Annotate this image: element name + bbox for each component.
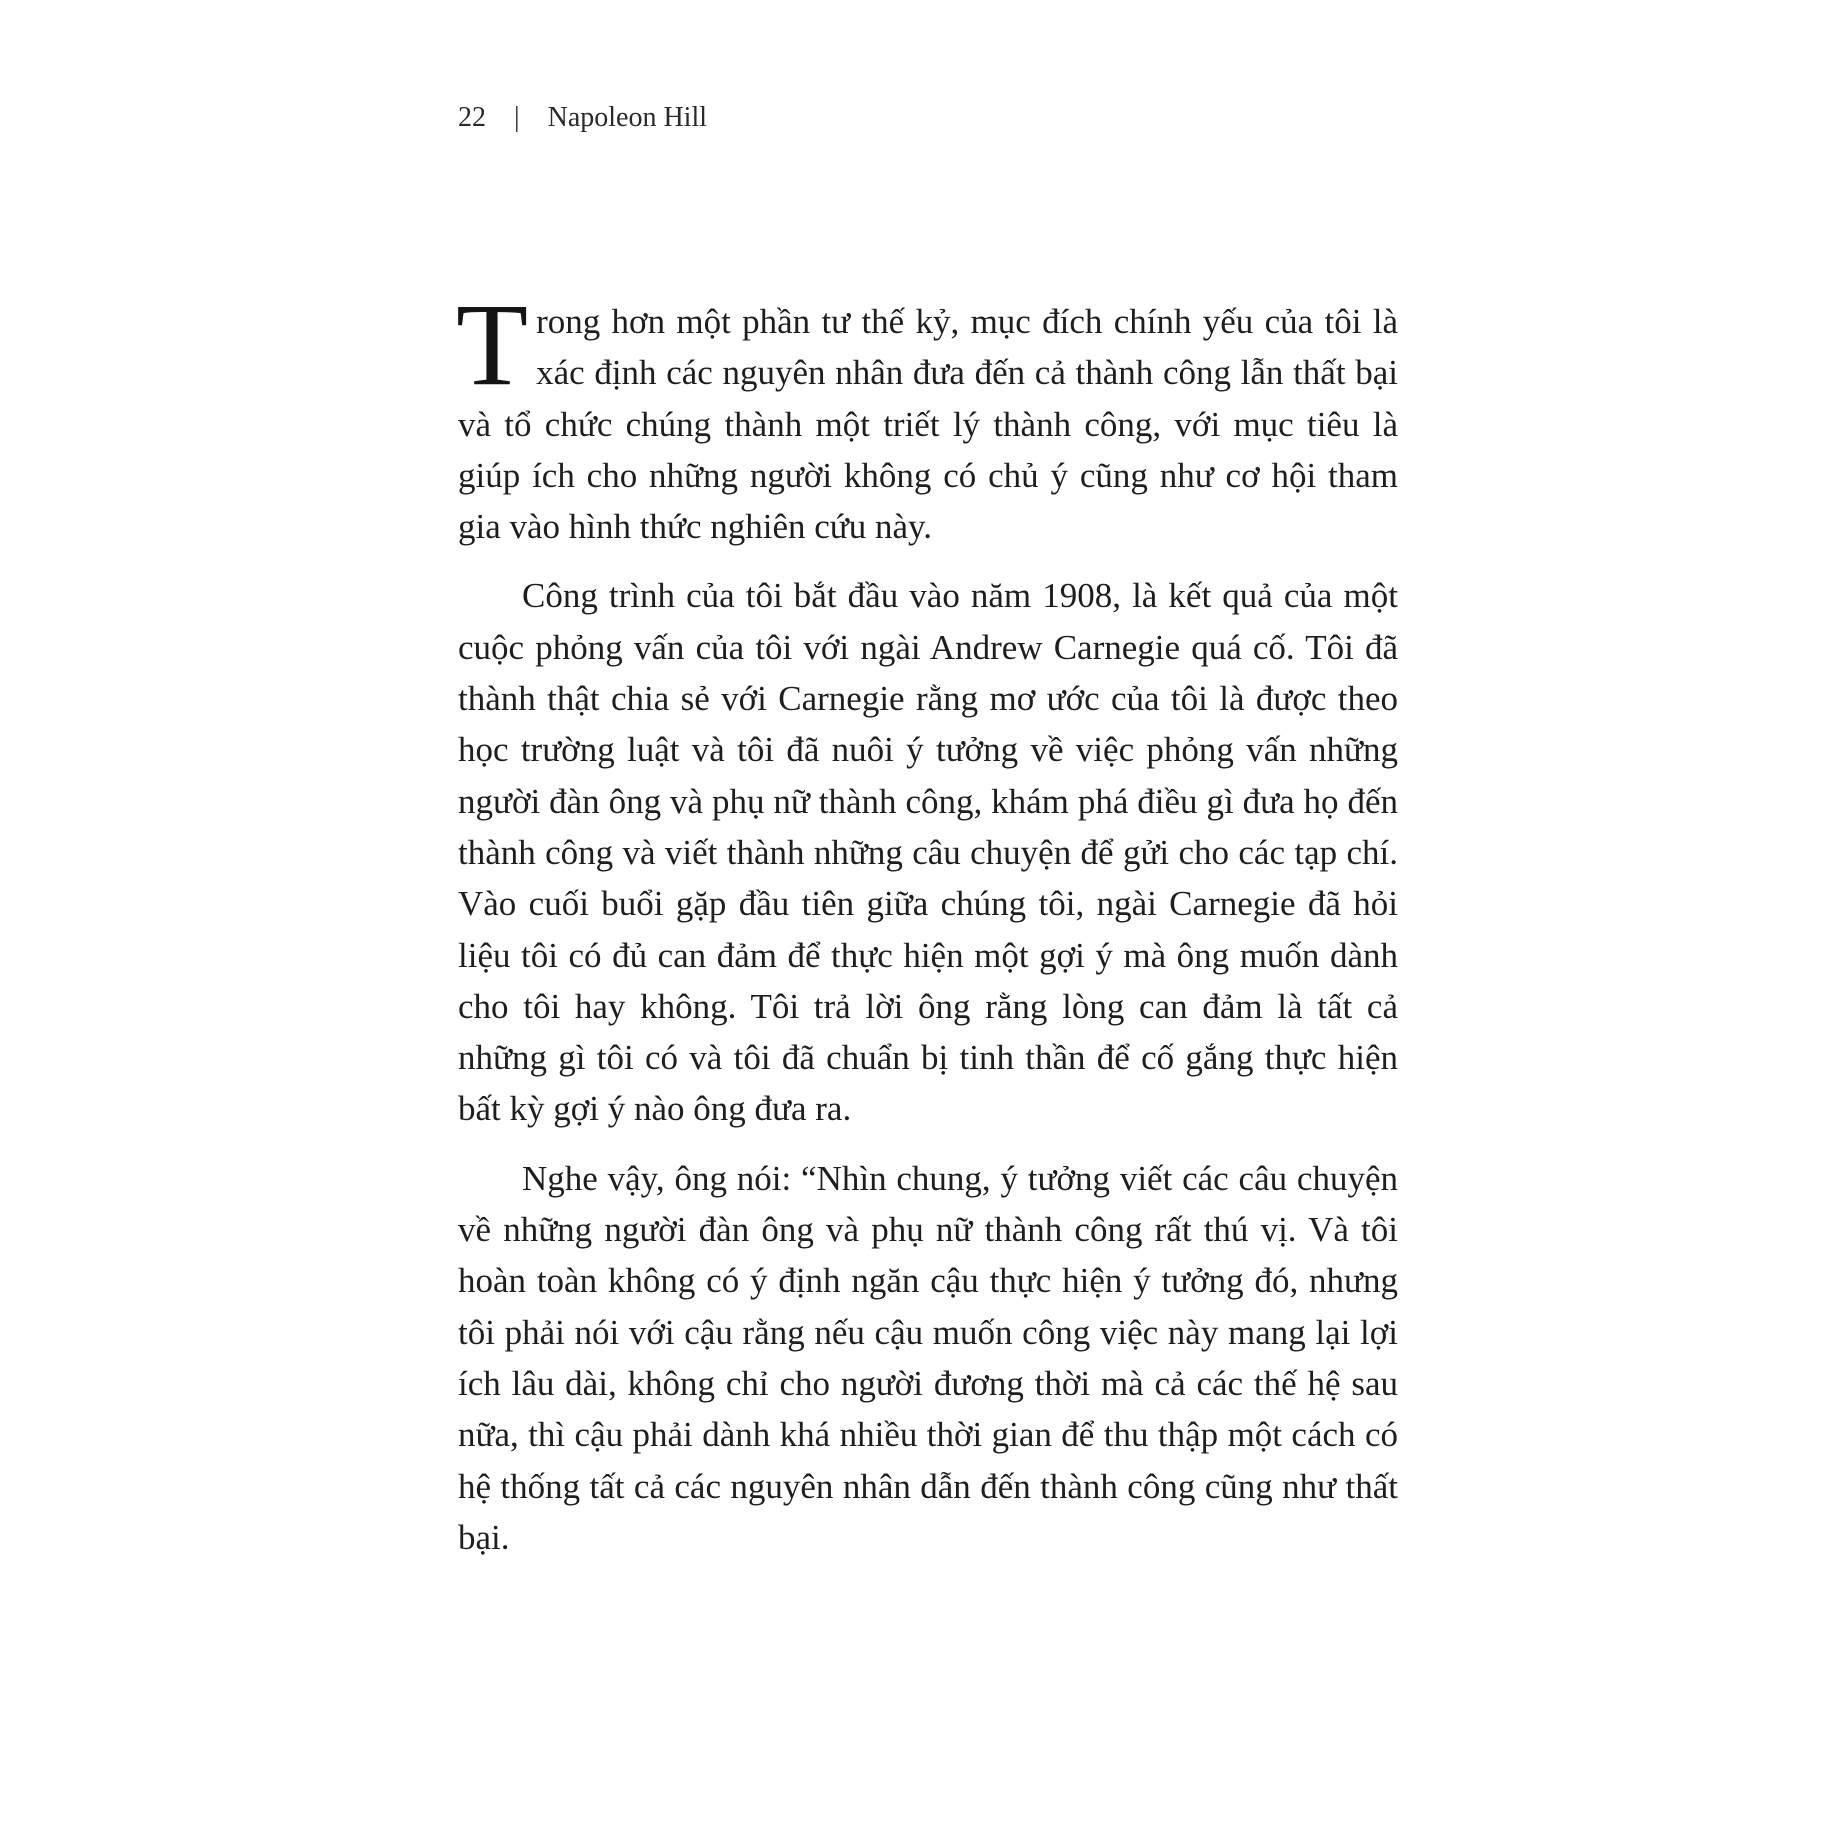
drop-cap: T bbox=[456, 279, 529, 410]
paragraph-1 bbox=[456, 279, 1398, 552]
page-number: 22 bbox=[458, 102, 486, 133]
author-name: Napoleon Hill bbox=[547, 102, 708, 133]
running-header bbox=[458, 100, 707, 136]
body-text bbox=[456, 279, 1398, 1581]
paragraph-3: Nghe vậy, ông nói: “Nhìn chung, ý tưởng viết các câu chuyện về những người đàn ông và phụ nữ thành công rất thú vị. Và tôi hoàn toàn không có ý định ngăn cậu thực hiện ý tưởng đó, nhưng tôi phải nói với cậu rằng nếu cậu muốn công việc này mang lại lợi ích lâu dài, không chỉ cho người đương thời mà cả các thế hệ sau nữa, thì cậu phải dành khá nhiều thời gian để thu thập một cách có hệ thống tất cả các nguyên nhân dẫn đến thành công cũng như thất bại. bbox=[458, 1158, 1398, 1557]
paragraph-1-text: rong hơn một phần tư thế kỷ, mục đích chính yếu của tôi là xác định các nguyên nhân đưa đến cả thành công lẫn thất bại và tổ chức chúng thành một triết lý thành công, với mục tiêu là giúp ích cho những người không có chủ ý cũng như cơ hội tham gia vào hình thức nghiên cứu này. bbox=[458, 302, 1398, 547]
header-separator: | bbox=[514, 102, 520, 133]
paragraph-2: Công trình của tôi bắt đầu vào năm 1908, là kết quả của một cuộc phỏng vấn của tôi với ngài Andrew Carnegie quá cố. Tôi đã thành thật chia sẻ với Carnegie rằng mơ ước của tôi là được theo học trường luật và tôi đã nuôi ý tưởng về việc phỏng vấn những người đàn ông và phụ nữ thành công, khám phá điều gì đưa họ đến thành công và viết thành những câu chuyện để gửi cho các tạp chí. Vào cuối buổi gặp đầu tiên giữa chúng tôi, ngài Carnegie đã hỏi liệu tôi có đủ can đảm để thực hiện một gợi ý mà ông muốn dành cho tôi hay không. Tôi trả lời ông rằng lòng can đảm là tất cả những gì tôi có và tôi đã chuẩn bị tinh thần để cố gắng thực hiện bất kỳ gợi ý nào ông đưa ra. bbox=[458, 576, 1398, 1129]
